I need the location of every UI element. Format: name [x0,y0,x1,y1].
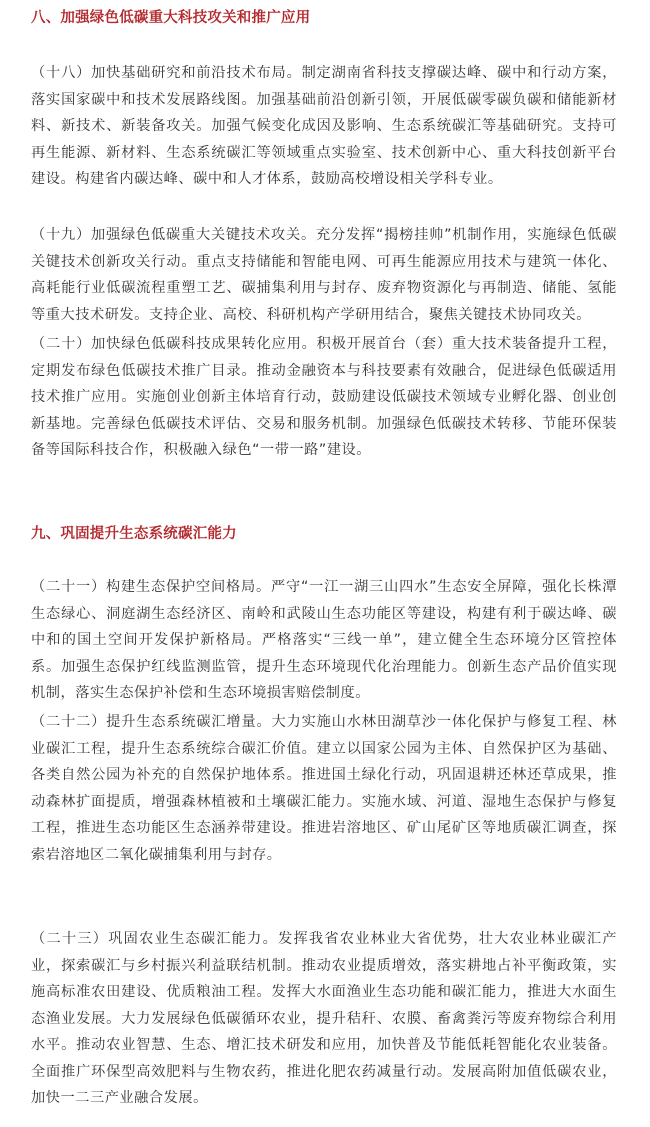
paragraph-21: （二十一）构建生态保护空间格局。严守“一江一湖三山四水”生态安全屏障，强化长株潭生态绿心、洞庭湖生态经济区、南岭和武陵山生态功能区等建设，构建有利于碳达峰、碳中和的国土空间开发保护新格局。严格落实“三线一单”，建立健全生态环境分区管控体系。加强生态保护红线监测监管，提升生态环境现代化治理能力。创新生态产品价值实现机制，落实生态保护补偿和生态环境损害赔偿制度。 [31,579,617,701]
paragraph-22: （二十二）提升生态系统碳汇增量。大力实施山水林田湖草沙一体化保护与修复工程、林业碳汇工程，提升生态系统综合碳汇价值。建立以国家公园为主体、自然保护区为基础、各类自然公园为补充的自然保护地体系。推进国土绿化行动，巩固退耕还林还草成果，推动森林扩面提质，增强森林植被和土壤碳汇能力。实施水域、河道、湿地生态保护与修复工程，推进生态功能区生态涵养带建设。推进岩溶地区、矿山尾矿区等地质碳汇调查，探索岩溶地区二氧化碳捕集利用与封存。 [31,714,617,863]
section-heading-8: 八、加强绿色低碳重大科技攻关和推广应用 [31,10,311,26]
paragraph-20: （二十）加快绿色低碳科技成果转化应用。积极开展首台（套）重大技术装备提升工程，定期发布绿色低碳技术推广目录。推动金融资本与科技要素有效融合，促进绿色低碳适用技术推广应用。实施创业创新主体培育行动，鼓励建设低碳技术领域专业孵化器、创业创新基地。完善绿色低碳技术评估、交易和服务机制。加强绿色低碳技术转移、节能环保装备等国际科技合作，积极融入绿色“一带一路”建设。 [31,336,617,458]
paragraph-19: （十九）加强绿色低碳重大关键技术攻关。充分发挥“揭榜挂帅”机制作用，实施绿色低碳关键技术创新攻关行动。重点支持储能和智能电网、可再生能源应用技术与建筑一体化、高耗能行业低碳流程重塑工艺、碳捕集利用与封存、废弃物资源化与再制造、储能、氢能等重大技术研发。支持企业、高校、科研机构产学研用结合，聚焦关键技术协同攻关。 [31,227,617,323]
paragraph-18: （十八）加快基础研究和前沿技术布局。制定湖南省科技支撑碳达峰、碳中和行动方案，落实国家碳中和技术发展路线图。加强基础前沿创新引领，开展低碳零碳负碳和储能新材料、新技术、新装备攻关。加强气候变化成因及影响、生态系统碳汇等基础研究。支持可再生能源、新材料、生态系统碳汇等领域重点实验室、技术创新中心、重大科技创新平台建设。构建省内碳达峰、碳中和人才体系，鼓励高校增设相关学科专业。 [31,65,617,187]
section-heading-9: 九、巩固提升生态系统碳汇能力 [31,526,237,542]
paragraph-23: （二十三）巩固农业生态碳汇能力。发挥我省农业林业大省优势，壮大农业林业碳汇产业，探索碳汇与乡村振兴利益联结机制。推动农业提质增效，落实耕地占补平衡政策，实施高标准农田建设、优质粮油工程。发挥大水面渔业生态功能和碳汇能力，推进大水面生态渔业发展。大力发展绿色低碳循环农业，提升秸秆、农膜、畜禽粪污等废弃物综合利用水平。推动农业智慧、生态、增汇技术研发和应用，加快普及节能低耗智能化农业装备。全面推广环保型高效肥料与生物农药，推进化肥农药减量行动。发展高附加值低碳农业，加快一二三产业融合发展。 [31,931,617,1106]
